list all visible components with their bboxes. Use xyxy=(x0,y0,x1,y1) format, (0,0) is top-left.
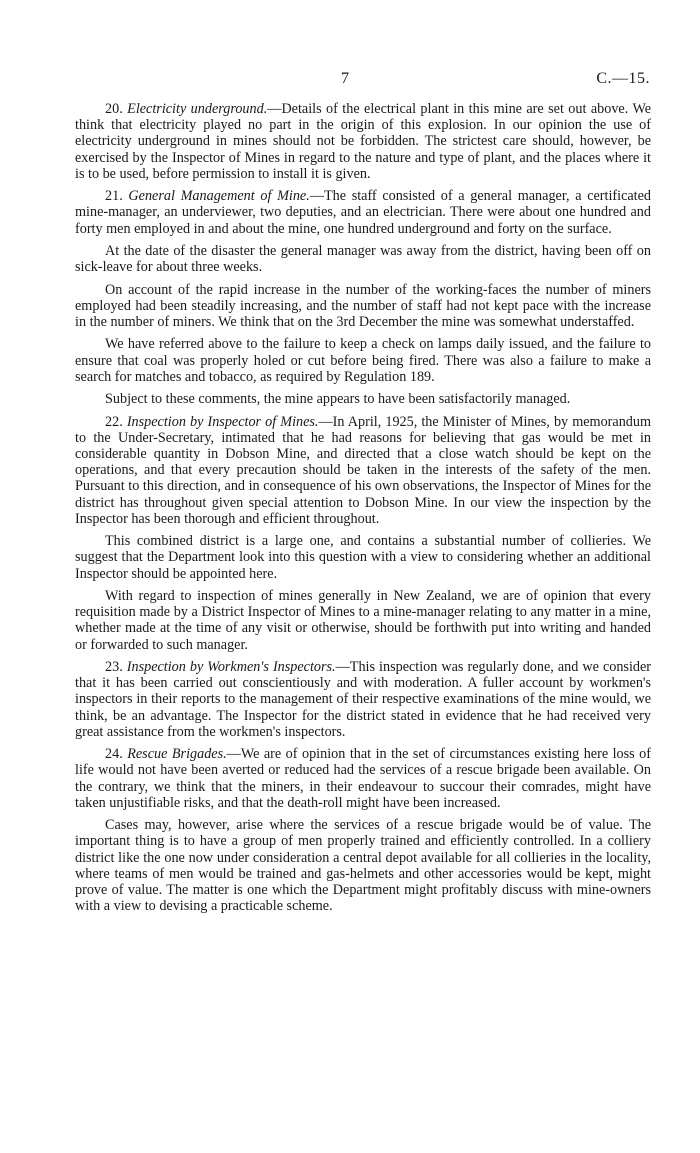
section-number: 21. xyxy=(105,188,129,205)
paragraph-text: On account of the rapid increase in the number of the working-faces the number of miners employed had been steadily increasing, and the number of staff had not kept pace with the increase in the number of miners. We think that on the 3rd December the mine was somewhat understaffed. xyxy=(75,281,651,330)
page-number: 7 xyxy=(341,70,349,87)
paragraph xyxy=(75,659,651,740)
paragraph-text: —We are of opinion that in the set of circumstances existing here loss of life would not have been averted or reduced had the services of a rescue brigade been available. On the contrary, we think that the miners, in their endeavour to succour their comrades, might have taken unjustifiable risks, and that the death-roll might have been increased. xyxy=(75,746,651,811)
paragraph xyxy=(75,243,651,275)
section-title: Electricity underground. xyxy=(127,101,268,117)
paragraph-text: —This inspection was regularly done, and we consider that it has been carried out conscientiously and with moderation. A fuller account by workmen's inspectors in their reports to the management of their respective examinations of the mine would, we think, be an advantage. The Inspector for the district stated in evidence that he had received very great assistance from the workmen's inspectors. xyxy=(75,658,652,740)
paragraph-text: Cases may, however, arise where the services of a rescue brigade would be of value. The important thing is to have a group of men properly trained and efficiently controlled. In a colliery district like the one now under consideration a central depot available for all collieries in the locality, where teams of men would be trained and gas-helmets and other accessories would be kept, might prove of value. The matter is one which the Department might profitably discuss with mine-owners with a view to devising a practicable scheme. xyxy=(75,817,651,915)
paragraph-text: —The staff consisted of a general manager, a certificated mine-manager, an underviewer, two deputies, and an electrician. There were about one hundred and forty men employed in and about the mine, one hundred underground and forty on the surface. xyxy=(75,188,651,237)
section-number: 23. xyxy=(105,658,127,675)
section-title: Rescue Brigades. xyxy=(127,746,227,763)
paragraph xyxy=(75,414,651,527)
section-title: Inspection by Inspector of Mines. xyxy=(126,413,319,430)
paragraph xyxy=(75,282,651,331)
section-number: 20. xyxy=(105,101,128,117)
paragraph xyxy=(75,391,651,407)
paragraph xyxy=(75,336,651,385)
document-reference: C.—15. xyxy=(596,70,650,87)
body-text xyxy=(75,101,651,921)
paragraph-text: With regard to inspection of mines generally in New Zealand, we are of opinion that every requisition made by a District Inspector of Mines to a mine-manager relating to any matter in a mine, whether made at the time of any visit or otherwise, should be forthwith put into writing and handed or forwarded to such manager. xyxy=(75,587,651,653)
section-number: 22. xyxy=(105,413,127,430)
paragraph xyxy=(75,101,651,182)
section-number: 24. xyxy=(105,746,128,763)
paragraph xyxy=(75,533,651,582)
paragraph-text: Subject to these comments, the mine appears to have been satisfactorily managed. xyxy=(105,391,571,408)
paragraph xyxy=(75,188,651,237)
paragraph-text: At the date of the disaster the general manager was away from the district, having been off on sick-leave for about three weeks. xyxy=(75,243,651,276)
section-title: Inspection by Workmen's Inspectors. xyxy=(126,658,336,675)
section-title: General Management of Mine. xyxy=(128,188,310,205)
paragraph xyxy=(75,817,651,914)
paragraph-text: —Details of the electrical plant in this mine are set out above. We think that electricity played no part in the origin of this explosion. In our opinion the use of electricity underground in mines should not be forbidden. The strictest care should, however, be exercised by the Inspector of Mines in regard to the nature and type of plant, and the places where it is to be used, before permission to install it is given. xyxy=(75,101,651,182)
paragraph-text: This combined district is a large one, and contains a substantial number of collieries. We suggest that the Department look into this question with a view to considering whether an additional Inspector should be appointed here. xyxy=(75,533,651,582)
paragraph xyxy=(75,746,651,811)
page-header xyxy=(0,70,700,92)
paragraph xyxy=(75,588,651,653)
paragraph-text: We have referred above to the failure to keep a check on lamps daily issued, and the failure to ensure that coal was properly holed or cut before being fired. There was also a failure to make a search for matches and tobacco, as required by Regulation 189. xyxy=(75,336,651,385)
paragraph-text: —In April, 1925, the Minister of Mines, by memorandum to the Under-Secretary, intimated that he had reasons for believing that gas would be met in considerable quantity in Dobson Mine, and directed that a close watch should be kept on the operations, and that every precaution should be taken in the interests of the safety of the men. Pursuant to this direction, and in consequence of his own observations, the Inspector of Mines for the district has throughout given special attention to Dobson Mine. In our view the inspection by the Inspector has been thorough and efficient throughout. xyxy=(75,413,652,527)
